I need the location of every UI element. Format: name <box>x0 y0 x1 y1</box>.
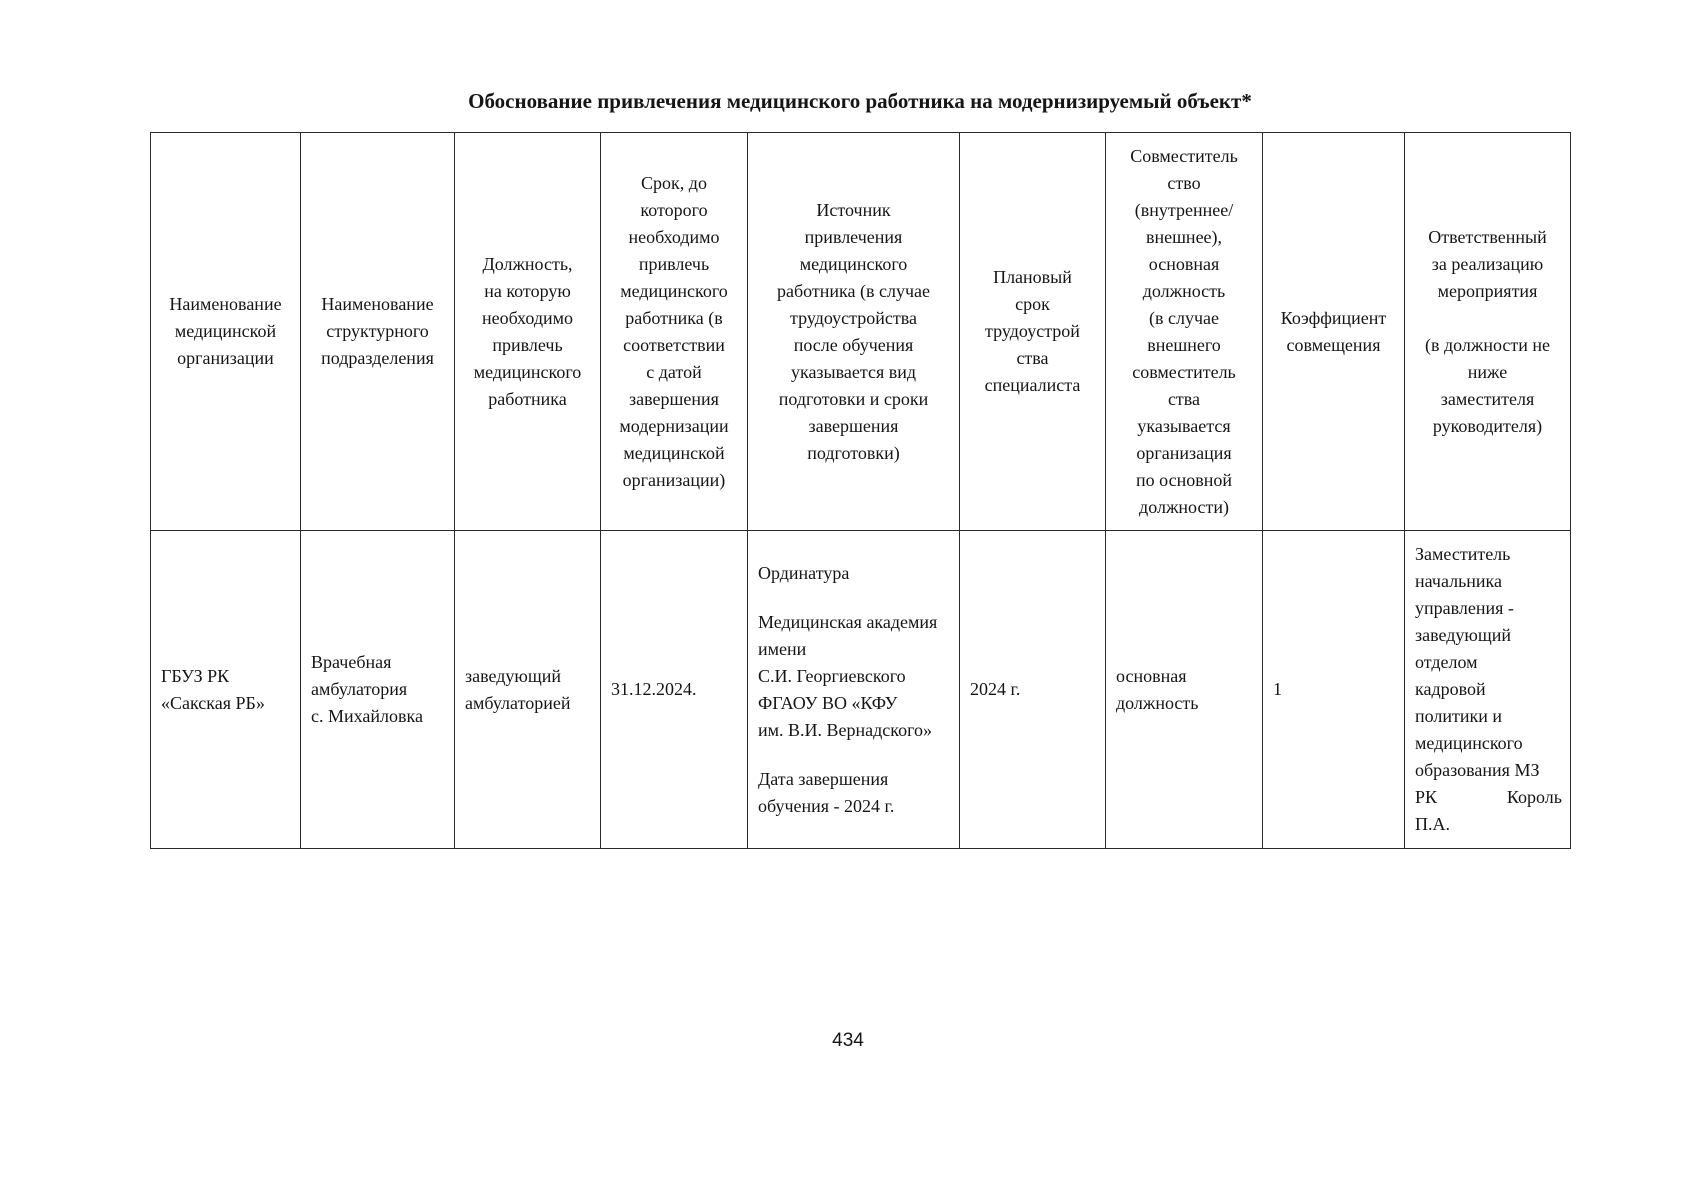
text-line: завершения <box>629 388 719 409</box>
text-line: специалиста <box>984 375 1081 395</box>
text-line: амбулаторией <box>465 692 571 713</box>
text-line: заместителя <box>1440 388 1535 409</box>
table-row <box>151 531 1571 849</box>
text-line: медицинского <box>1415 733 1523 753</box>
text-line: совместитель <box>1132 361 1236 382</box>
text-line: мероприятия <box>1437 280 1538 301</box>
text-line: после обучения <box>793 334 914 355</box>
text-line: модернизации <box>619 415 729 436</box>
text-line: Ответственный <box>1428 226 1547 247</box>
responsible-word: Король <box>1506 787 1562 807</box>
text-line: должности) <box>1139 496 1229 517</box>
text-line: трудоустройства <box>789 307 917 328</box>
cell-coefficient: 1 <box>1263 531 1405 849</box>
text-line: трудоустрой <box>985 321 1080 341</box>
text-line: на которую <box>484 280 571 301</box>
text-line: медицинского <box>473 361 582 382</box>
text-line: соответствии <box>623 334 725 355</box>
text-line: которого <box>640 199 708 220</box>
text-line: срок <box>1015 294 1050 314</box>
text-line: медицинской <box>174 321 277 341</box>
text-line: работника <box>488 388 567 409</box>
responsible-lines <box>1415 541 1562 784</box>
text-line: указывается вид <box>790 361 917 382</box>
text-line: совмещения <box>1286 334 1381 355</box>
text-line: Врачебная <box>311 652 392 672</box>
text-line: обучения - 2024 г. <box>758 795 895 816</box>
text-line: по основной <box>1136 469 1232 490</box>
header-cell <box>748 133 960 531</box>
text-line: организации) <box>622 469 726 490</box>
cell-position <box>455 531 601 849</box>
text-line: основная <box>1116 665 1187 686</box>
text-line: завершения <box>808 415 899 436</box>
justification-table <box>150 132 1571 849</box>
text-line: за реализацию <box>1431 253 1544 274</box>
text-line: должность <box>1142 280 1226 301</box>
text-line: ФГАОУ ВО «КФУ <box>758 692 898 713</box>
header-cell <box>1405 133 1571 531</box>
text-line: Заместитель <box>1415 544 1511 564</box>
responsible-word: РК <box>1415 787 1438 807</box>
text-line: ство <box>1167 172 1201 193</box>
responsible-tail: П.А. <box>1415 814 1450 834</box>
text-line: Дата завершения <box>758 768 889 789</box>
header-cell <box>1106 133 1263 531</box>
text-line: Наименование <box>169 294 282 314</box>
text-line: медицинского <box>799 253 908 274</box>
text-line: С.И. Георгиевского <box>758 665 906 686</box>
header-cell <box>455 133 601 531</box>
header-cell <box>151 133 301 531</box>
text-line: с. Михайловка <box>311 706 423 726</box>
cell-employment-date: 2024 г. <box>960 531 1106 849</box>
header-cell <box>301 133 455 531</box>
text-line: медицинской <box>623 442 725 463</box>
text-line: заведующий <box>465 665 561 686</box>
text-line: подготовки) <box>807 442 900 463</box>
text-line: Коэффициент <box>1280 307 1387 328</box>
text-line: медицинского <box>620 280 728 301</box>
text-line: заведующий <box>1415 625 1511 645</box>
text-line: им. В.И. Вернадского» <box>758 719 933 740</box>
text-line: указывается <box>1137 415 1231 436</box>
text-line <box>758 587 951 609</box>
text-line: кадровой <box>1415 679 1486 699</box>
text-line: организации <box>177 348 274 368</box>
text-line: внешнего <box>1147 334 1221 355</box>
header-row <box>151 133 1571 531</box>
text-line: работника (в случае <box>777 280 930 301</box>
text-line: ства <box>1016 348 1049 368</box>
text-line: структурного <box>326 321 429 341</box>
text-line: Ординатура <box>758 562 850 583</box>
text-line: подразделения <box>321 348 434 368</box>
text-line: (внутреннее/ <box>1134 199 1234 220</box>
page-number: 434 <box>832 1030 864 1051</box>
header-cell <box>960 133 1106 531</box>
text-line: привлечь <box>638 253 710 274</box>
cell-combination <box>1106 531 1263 849</box>
text-line: (в должности не <box>1424 334 1551 355</box>
text-line <box>1411 305 1564 332</box>
text-line: имени <box>758 638 807 659</box>
text-line: Совместитель <box>1130 145 1238 166</box>
text-line: привлечь <box>492 334 563 355</box>
text-line: организация <box>1136 442 1232 463</box>
cell-deadline: 31.12.2024. <box>601 531 748 849</box>
text-line: Медицинская академия <box>758 611 938 632</box>
text-line: внешнее), <box>1145 226 1223 247</box>
text-line: должность <box>1116 692 1199 713</box>
text-line: подготовки и сроки <box>778 388 929 409</box>
text-line: Источник <box>816 199 891 220</box>
text-line: Плановый <box>993 267 1072 287</box>
text-line: работника (в <box>625 307 723 328</box>
text-line: основная <box>1148 253 1220 274</box>
text-line: Срок, до <box>641 172 707 193</box>
cell-responsible <box>1405 531 1571 849</box>
cell-subdivision <box>301 531 455 849</box>
text-line: привлечения <box>804 226 903 247</box>
text-line: (в случае <box>1149 307 1219 328</box>
text-line: политики и <box>1415 706 1503 726</box>
cell-organization <box>151 531 301 849</box>
text-line: ства <box>1167 388 1201 409</box>
header-cell <box>1263 133 1405 531</box>
responsible-justified-line <box>1415 784 1562 811</box>
text-line: необходимо <box>481 307 574 328</box>
text-line: ГБУЗ РК <box>161 665 230 686</box>
text-line: необходимо <box>628 226 720 247</box>
text-line: образования МЗ <box>1415 760 1540 780</box>
cell-source <box>748 531 960 849</box>
text-line: управления - <box>1415 598 1514 618</box>
text-line: начальника <box>1415 571 1503 591</box>
page-title: Обоснование привлечения медицинского работника на модернизируемый объект* <box>468 89 1252 113</box>
text-line: Должность, <box>482 253 573 274</box>
header-cell <box>601 133 748 531</box>
text-line: ниже <box>1467 361 1508 382</box>
text-line: «Сакская РБ» <box>161 692 265 713</box>
text-line: амбулатория <box>311 679 408 699</box>
text-line: Наименование <box>321 294 434 314</box>
text-line: отделом <box>1415 652 1478 672</box>
text-line: руководителя) <box>1432 415 1543 436</box>
text-line: с датой <box>646 361 702 382</box>
text-line <box>758 744 951 766</box>
